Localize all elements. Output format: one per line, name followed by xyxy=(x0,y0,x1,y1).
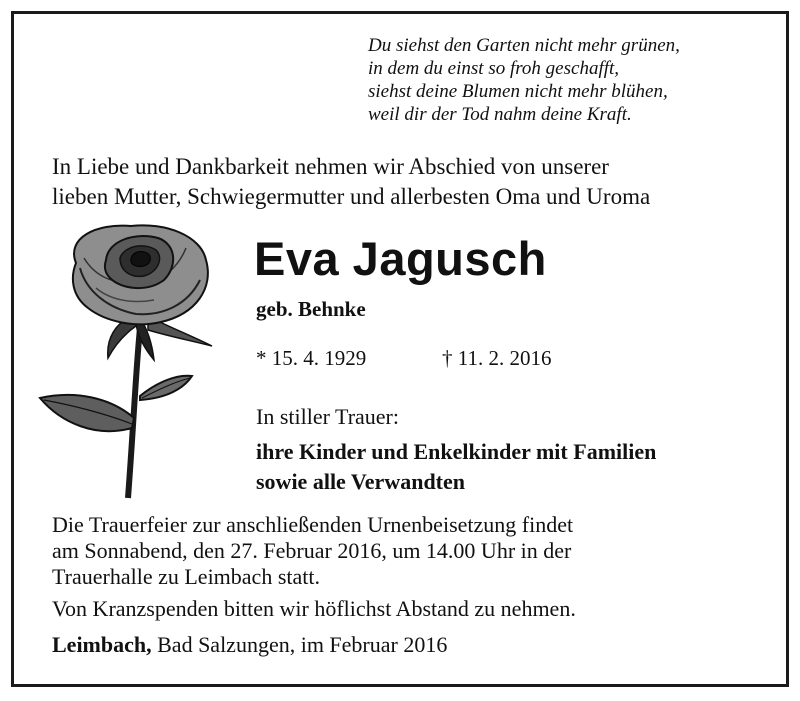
maiden-name: geb. Behnke xyxy=(256,297,366,321)
mourners-label: In stiller Trauer: xyxy=(256,404,399,429)
funeral-notice xyxy=(52,512,573,590)
poem-line: Du siehst den Garten nicht mehr grünen, xyxy=(368,35,680,56)
place-rest: Bad Salzungen, im Februar 2016 xyxy=(151,632,448,657)
life-dates xyxy=(256,346,552,371)
mourners-line: ihre Kinder und Enkelkinder mit Familien xyxy=(256,439,657,464)
birth-date: * 15. 4. 1929 xyxy=(256,346,367,370)
funeral-line: Trauerhalle zu Leimbach statt. xyxy=(52,564,320,589)
poem xyxy=(368,34,680,126)
poem-line: in dem du einst so froh geschafft, xyxy=(368,58,620,79)
intro-line: In Liebe und Dankbarkeit nehmen wir Abschied von unserer xyxy=(52,154,609,179)
mourners-list xyxy=(256,437,656,497)
death-date: † 11. 2. 2016 xyxy=(442,346,552,370)
wreath-note: Von Kranzspenden bitten wir höflichst Abstand zu nehmen. xyxy=(52,596,576,621)
funeral-line: am Sonnabend, den 27. Februar 2016, um 14.00 Uhr in der xyxy=(52,538,572,563)
funeral-line: Die Trauerfeier zur anschließenden Urnenbeisetzung findet xyxy=(52,512,574,537)
poem-line: weil dir der Tod nahm deine Kraft. xyxy=(368,104,632,125)
place-and-date xyxy=(52,632,447,658)
mourners-line: sowie alle Verwandten xyxy=(256,469,465,494)
deceased-name: Eva Jagusch xyxy=(254,232,547,285)
poem-line: siehst deine Blumen nicht mehr blühen, xyxy=(368,81,668,102)
rose-icon xyxy=(36,218,226,500)
place-town: Leimbach, xyxy=(52,632,152,657)
intro-line: lieben Mutter, Schwiegermutter und allerbesten Oma und Uroma xyxy=(52,184,651,209)
intro-text xyxy=(52,152,650,212)
